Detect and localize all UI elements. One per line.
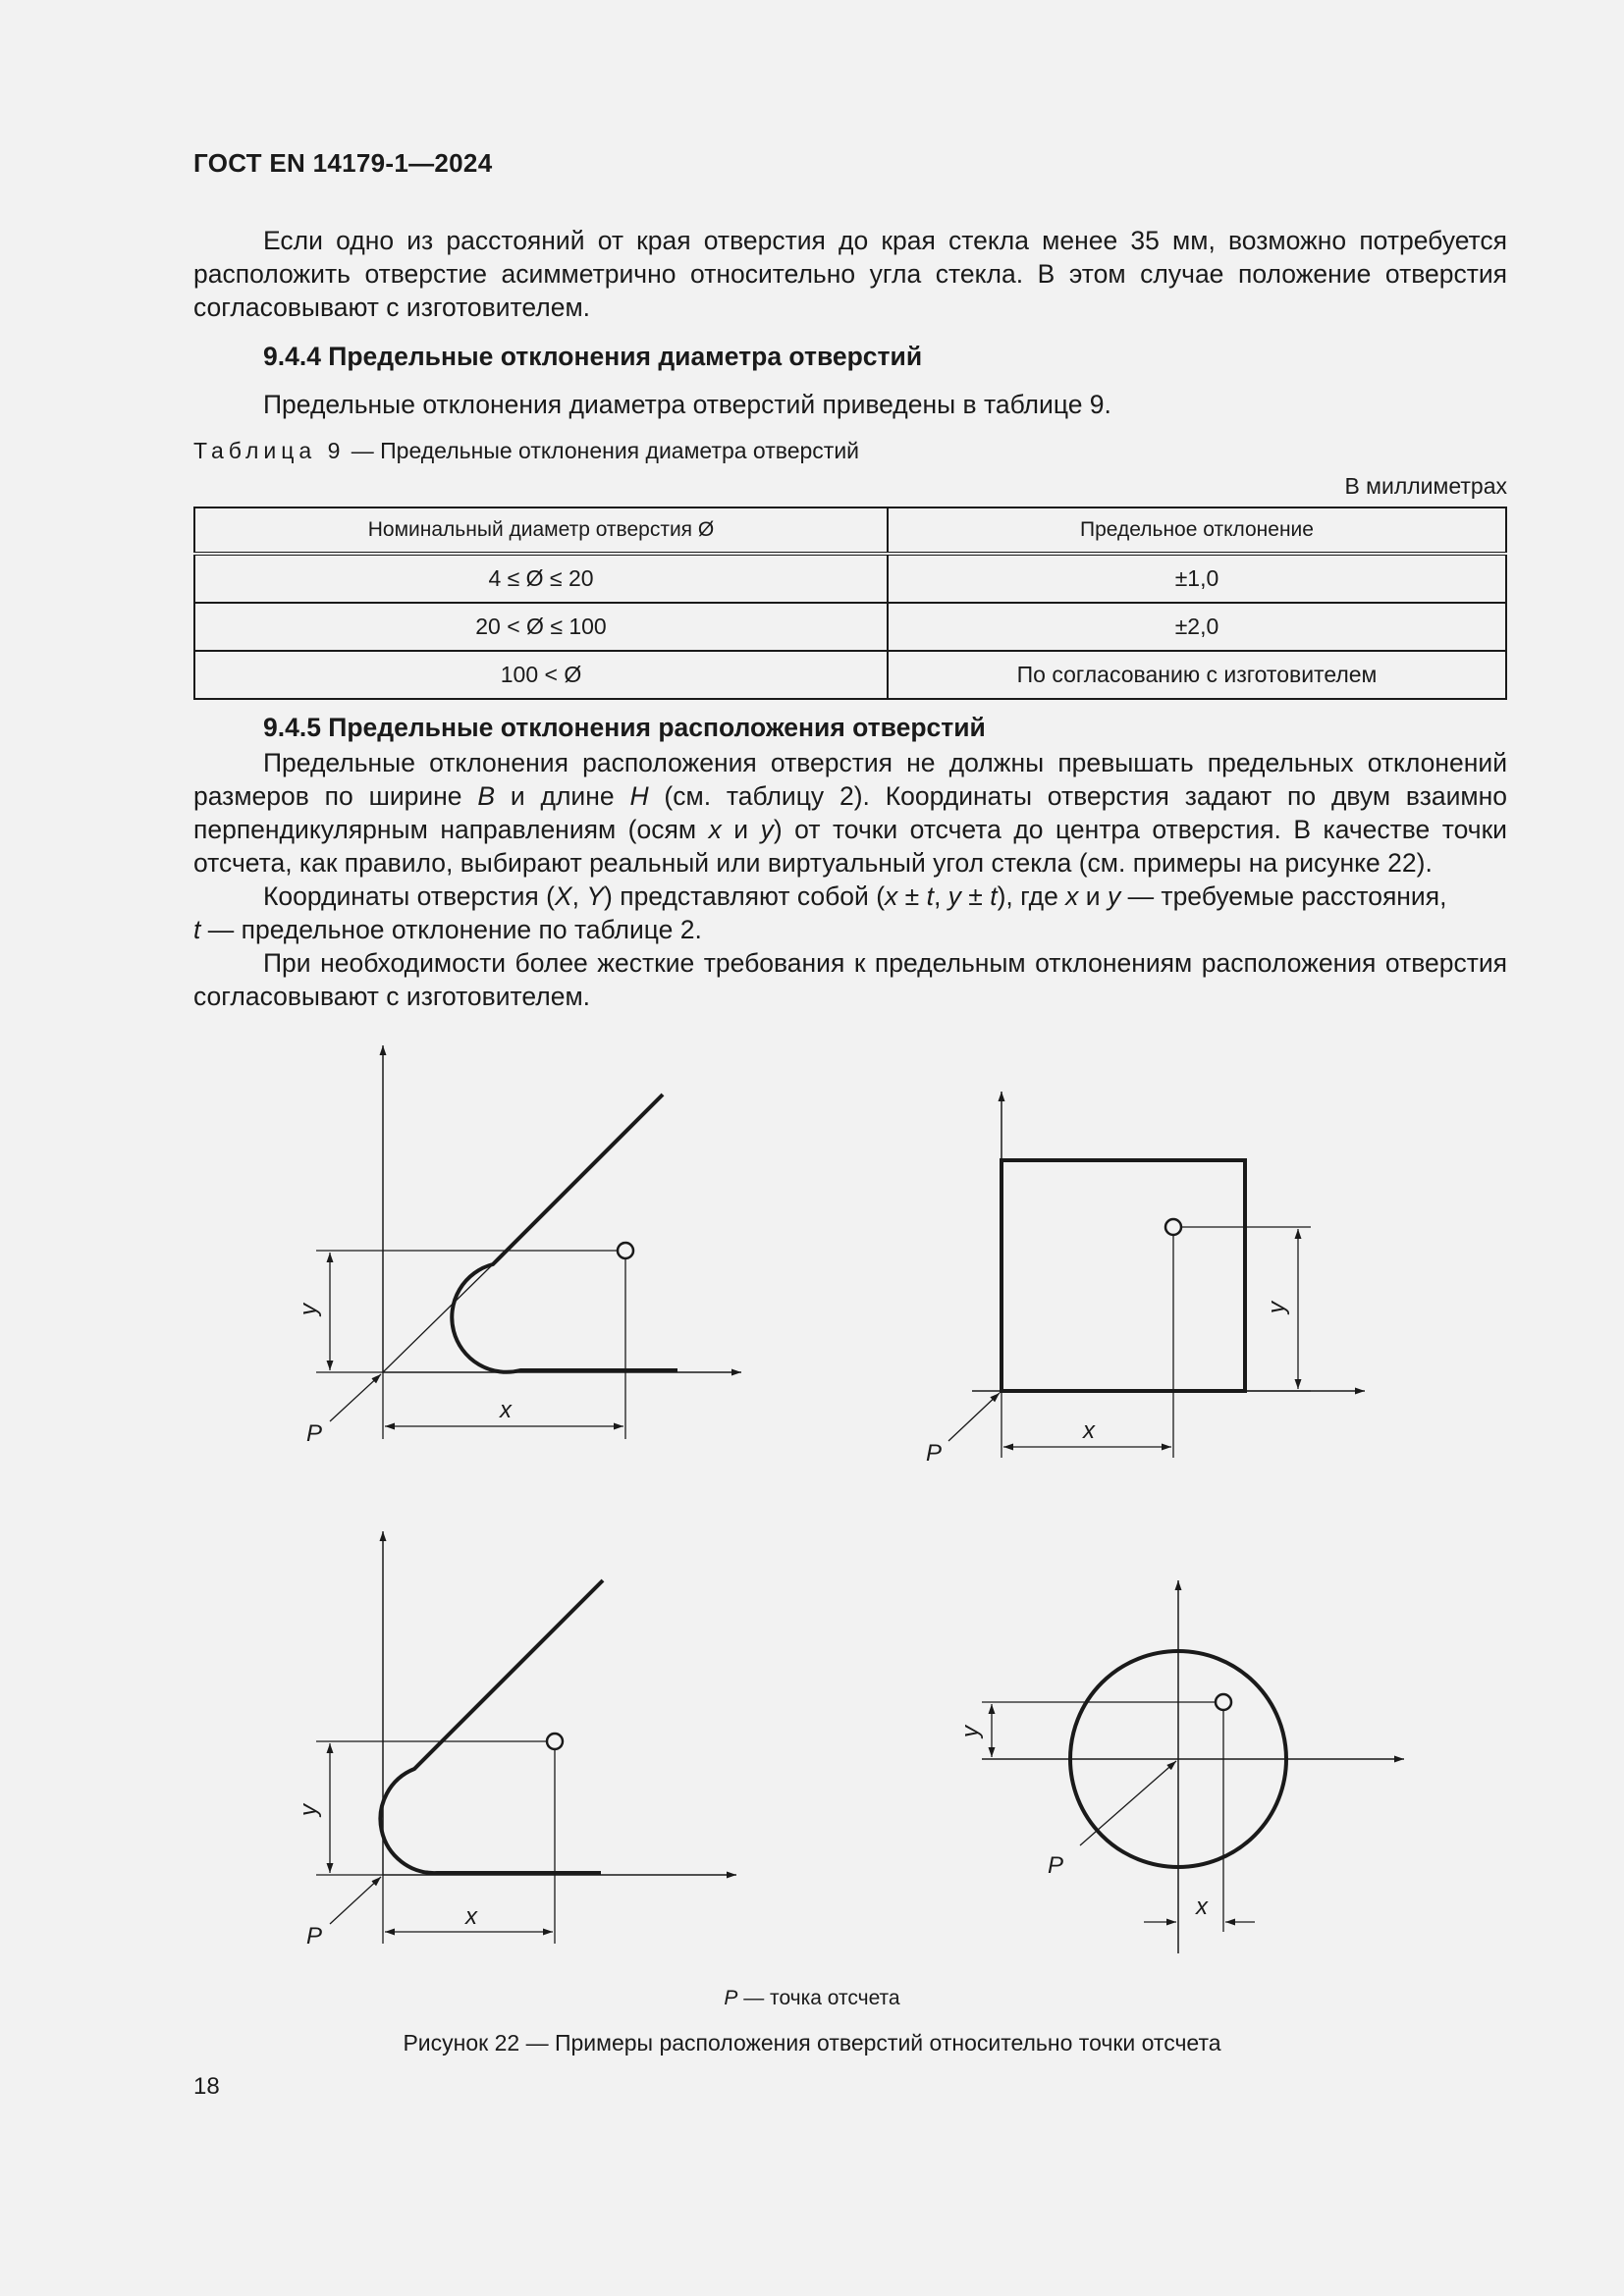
section-9-4-5-p2: Координаты отверстия (X, Y) представляют собой (x ± t, y ± t), где x и y — требуемые расстояния, t — предельное отклонение по таблице 2. <box>193 881 1447 944</box>
legend-symbol: P <box>724 1987 738 2009</box>
table-header-diameter: Номинальный диаметр отверстия Ø <box>194 507 888 554</box>
table-header-deviation: Предельное отклонение <box>888 507 1506 554</box>
diagram-circle <box>982 1580 1404 1953</box>
table-cell: 100 < Ø <box>194 651 888 699</box>
figure-22-caption: Рисунок 22 — Примеры расположения отверстий относительно точки отсчета <box>403 2030 1221 2056</box>
intro-text: Если одно из расстояний от края отверстия до края стекла менее 35 мм, возможно потребуется расположить отверстие асимметрично относительно угла стекла. В этом случае положение отверстия согласовывают с изготовителем. <box>193 226 1507 322</box>
table-cell: ±2,0 <box>888 603 1506 651</box>
table-cell: 20 < Ø ≤ 100 <box>194 603 888 651</box>
label-p-1: P <box>306 1420 323 1447</box>
section-9-4-5-p3: При необходимости более жесткие требования к предельным отклонениям расположения отверстия согласовывают с изготовителем. <box>193 948 1507 1011</box>
label-y-1: y <box>296 1304 322 1315</box>
label-y-2: y <box>1264 1302 1290 1313</box>
figure-22-legend <box>0 1987 1624 2010</box>
label-p-2: P <box>926 1440 943 1467</box>
diagram-rectangle <box>948 1092 1365 1458</box>
table-cell: ±1,0 <box>888 554 1506 603</box>
table-9-units: В миллиметрах <box>1344 473 1507 499</box>
label-p-4: P <box>1048 1852 1064 1879</box>
section-9-4-5-title: 9.4.5 Предельные отклонения расположения отверстий <box>263 713 986 742</box>
section-9-4-5-p1: Предельные отклонения расположения отверстия не должны превышать предельных отклонений размеров по ширине B и длине H (см. таблицу 2). Координаты отверстия задают по двум взаимно перпендикулярным направлениям (осям x и y) от точки отсчета до центра отверстия. В качестве точки отсчета, как правило, выбирают реальный или виртуальный угол стекла (см. примеры на рисунке 22). <box>193 748 1507 878</box>
label-x-2: x <box>1083 1417 1095 1444</box>
diagram-rounded-corner-2 <box>316 1531 736 1944</box>
section-9-4-4-title: 9.4.4 Предельные отклонения диаметра отверстий <box>263 342 923 371</box>
page-number: 18 <box>193 2073 220 2100</box>
table-cell: 4 ≤ Ø ≤ 20 <box>194 554 888 603</box>
table-cell: По согласованию с изготовителем <box>888 651 1506 699</box>
label-x-1: x <box>500 1397 512 1423</box>
label-x-3: x <box>465 1903 477 1930</box>
label-y-3: y <box>296 1804 322 1816</box>
section-9-4-4-text: Предельные отклонения диаметра отверстий приведены в таблице 9. <box>263 390 1111 419</box>
diagram-rounded-corner-1 <box>316 1045 741 1439</box>
label-y-4: y <box>957 1726 984 1737</box>
document-header: ГОСТ EN 14179-1—2024 <box>193 148 493 178</box>
label-x-4: x <box>1196 1894 1208 1920</box>
table-9-label: Таблица 9 <box>193 438 346 463</box>
label-p-3: P <box>306 1923 323 1949</box>
legend-text: — точка отсчета <box>737 1987 900 2009</box>
table-9-title: — Предельные отклонения диаметра отверстий <box>345 438 860 463</box>
